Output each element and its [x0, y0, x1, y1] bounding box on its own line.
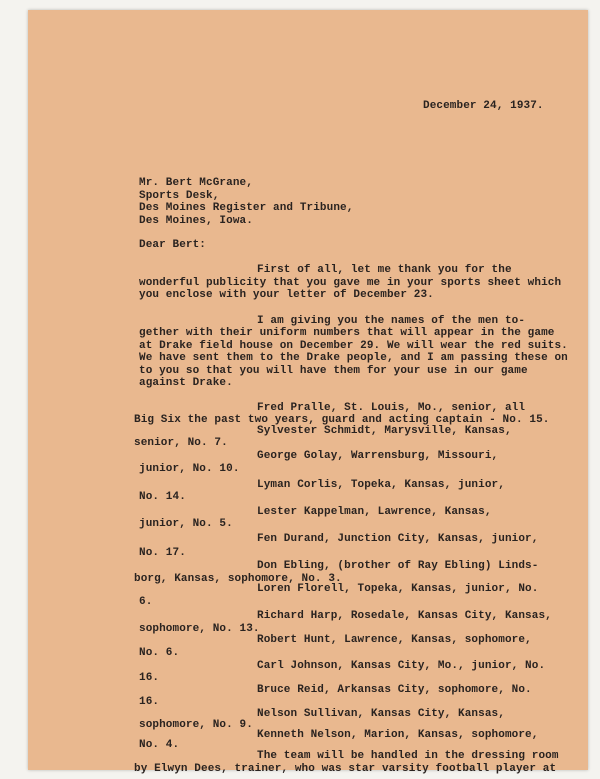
roster-line: 16.: [139, 672, 160, 685]
roster-line: No. 6.: [139, 647, 180, 660]
roster-line: George Golay, Warrensburg, Missouri,: [257, 449, 499, 462]
roster-line: Fred Pralle, St. Louis, Mo., senior, all: [257, 401, 526, 414]
roster-line: Richard Harp, Rosedale, Kansas City, Kansas,: [257, 610, 552, 623]
paragraph-line: against Drake.: [139, 377, 233, 390]
paragraph-line: you enclose with your letter of December 23.: [139, 289, 434, 302]
roster-line: junior, No. 5.: [139, 518, 233, 531]
roster-line: Lester Kappelman, Lawrence, Kansas,: [257, 505, 492, 518]
address-line: Sports Desk,: [139, 189, 220, 202]
roster-line: Sylvester Schmidt, Marysville, Kansas,: [257, 424, 512, 437]
closing-line: The team will be handled in the dressing room: [257, 750, 559, 763]
paragraph-line: I am giving you the names of the men to-: [257, 314, 526, 327]
roster-line: borg, Kansas, sophomore, No. 3.: [134, 572, 342, 585]
roster-line: Loren Florell, Topeka, Kansas, junior, No.: [257, 583, 539, 596]
roster-line: junior, No. 10.: [139, 463, 240, 476]
roster-line: No. 14.: [139, 491, 186, 504]
roster-line: sophomore, No. 9.: [139, 718, 253, 731]
roster-line: 16.: [139, 696, 160, 709]
paragraph-line: First of all, let me thank you for the: [257, 264, 512, 277]
letter-page: [28, 10, 588, 770]
address-line: Mr. Bert McGrane,: [139, 177, 253, 190]
paragraph-line: We have sent them to the Drake people, and I am passing these on: [139, 352, 568, 365]
roster-line: senior, No. 7.: [134, 437, 228, 450]
closing-line: by Elwyn Dees, trainer, who was star varsity football player at: [134, 763, 557, 775]
roster-line: 6.: [139, 595, 153, 608]
salutation: Dear Bert:: [139, 239, 207, 252]
roster-line: Lyman Corlis, Topeka, Kansas, junior,: [257, 478, 505, 491]
roster-line: Robert Hunt, Lawrence, Kansas, sophomore,: [257, 634, 532, 647]
letter-date: December 24, 1937.: [423, 100, 544, 112]
roster-line: Bruce Reid, Arkansas City, sophomore, No.: [257, 683, 532, 696]
roster-line: No. 4.: [139, 738, 180, 751]
paragraph-line: to you so that you will have them for your use in our game: [139, 364, 528, 377]
roster-line: sophomore, No. 13.: [139, 622, 260, 635]
paragraph-line: at Drake field house on December 29. We will wear the red suits.: [139, 339, 568, 352]
roster-line: Fen Durand, Junction City, Kansas, junior,: [257, 532, 539, 545]
paragraph-line: wonderful publicity that you gave me in your sports sheet which: [139, 276, 562, 289]
paragraph-line: gether with their uniform numbers that will appear in the game: [139, 327, 555, 340]
address-line: Des Moines Register and Tribune,: [139, 202, 354, 215]
roster-line: Big Six the past two years, guard and acting captain - No. 15.: [134, 414, 550, 427]
roster-line: Nelson Sullivan, Kansas City, Kansas,: [257, 707, 505, 720]
roster-line: Don Ebling, (brother of Ray Ebling) Linds-: [257, 560, 539, 573]
roster-line: Carl Johnson, Kansas City, Mo., junior, No.: [257, 659, 546, 672]
address-line: Des Moines, Iowa.: [139, 215, 253, 227]
roster-line: No. 17.: [139, 546, 186, 559]
roster-line: Kenneth Nelson, Marion, Kansas, sophomore,: [257, 729, 539, 742]
